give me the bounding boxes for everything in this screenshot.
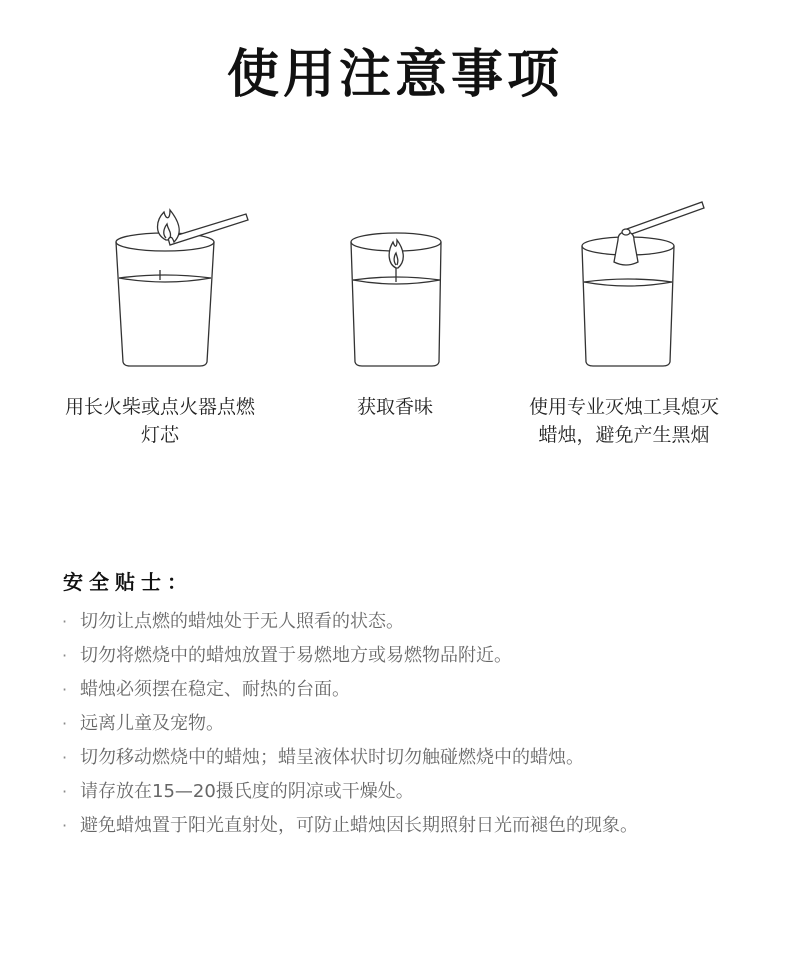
lit-match-candle-icon [100, 190, 260, 380]
list-item [62, 741, 772, 775]
list-item [62, 809, 772, 843]
bullet-icon: · [62, 748, 68, 767]
candle-snuffer-icon [568, 190, 728, 380]
burning-candle-icon [335, 190, 495, 380]
list-item [62, 775, 772, 809]
safety-heading: 安全贴士： [63, 570, 193, 594]
list-item [62, 707, 772, 741]
bullet-icon: · [62, 646, 68, 665]
bullet-icon: · [62, 612, 68, 631]
tip-text: 切勿移动燃烧中的蜡烛；蜡呈液体状时切勿触碰燃烧中的蜡烛。 [80, 747, 584, 768]
step-2-caption: 获取香味 [356, 396, 433, 418]
step-3-caption: 使用专业灭烛工具熄灭蜡烛，避免产生黑烟 [529, 396, 720, 446]
list-item [62, 605, 772, 639]
list-item [62, 673, 772, 707]
bullet-icon: · [62, 816, 68, 835]
tip-text: 请存放在15—20摄氏度的阴凉或干燥处。 [80, 781, 414, 802]
tip-text: 远离儿童及宠物。 [80, 713, 224, 734]
tip-text: 避免蜡烛置于阳光直射处，可防止蜡烛因长期照射日光而褪色的现象。 [80, 815, 638, 836]
step-1-caption: 用长火柴或点火器点燃灯芯 [65, 396, 256, 446]
list-item [62, 639, 772, 673]
tip-text: 蜡烛必须摆在稳定、耐热的台面。 [80, 679, 350, 700]
tip-text: 切勿将燃烧中的蜡烛放置于易燃地方或易燃物品附近。 [80, 645, 512, 666]
page-title: 使用注意事项 [226, 44, 563, 105]
tip-text: 切勿让点燃的蜡烛处于无人照看的状态。 [80, 611, 404, 632]
bullet-icon: · [62, 680, 68, 699]
bullet-icon: · [62, 714, 68, 733]
safety-tips-list [62, 605, 772, 843]
bullet-icon: · [62, 782, 68, 801]
